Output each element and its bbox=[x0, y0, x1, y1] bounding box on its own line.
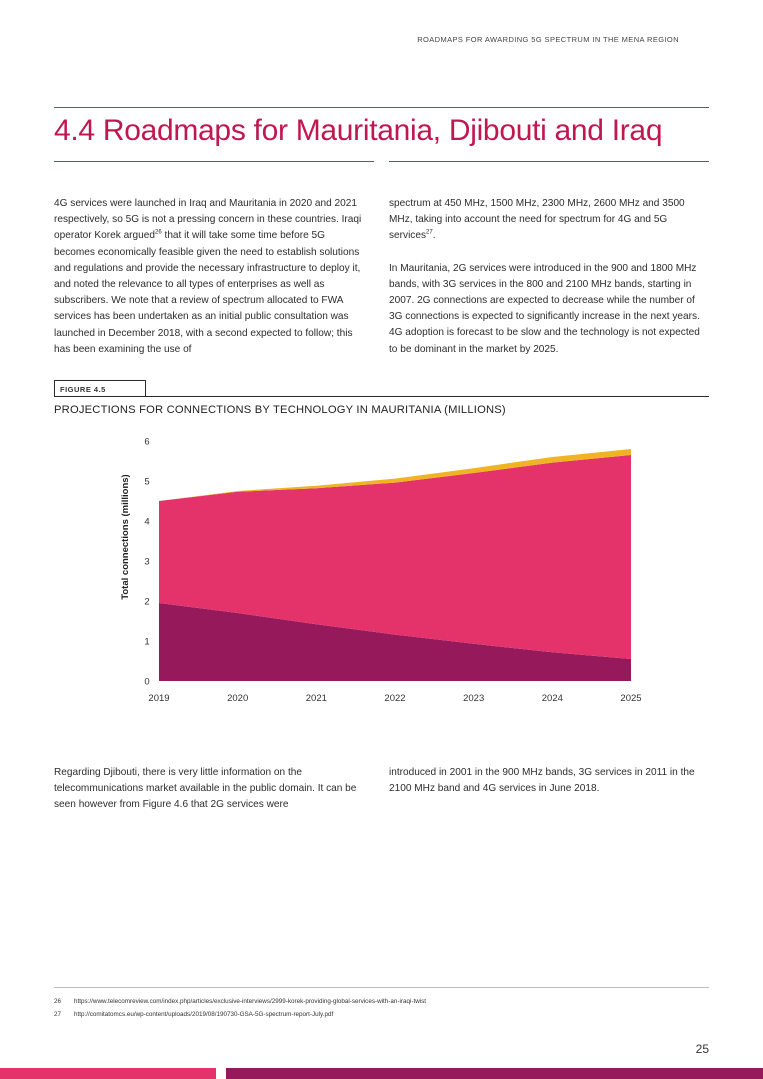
right-paragraph-1-end: . bbox=[432, 230, 436, 242]
y-tick-label: 0 bbox=[144, 676, 150, 688]
footer-bar-pink bbox=[0, 1068, 216, 1079]
section-title: 4.4 Roadmaps for Mauritania, Djibouti and Iraq bbox=[54, 114, 663, 147]
footnote-url: http://comitatomcs.eu/wp-content/uploads/2019/08/190730-GSA-5G-spectrum-report-July.pdf bbox=[74, 1011, 334, 1018]
figure-title: PROJECTIONS FOR CONNECTIONS BY TECHNOLOGY IN MAURITANIA (MILLIONS) bbox=[54, 404, 506, 416]
chart-areas bbox=[159, 449, 631, 681]
djibouti-paragraph-2: introduced in 2001 in the 900 MHz bands, 3G services in 2011 in the 2100 MHz band and 4G services in June 2018. bbox=[389, 767, 695, 795]
y-tick-label: 3 bbox=[144, 556, 150, 568]
y-tick-label: 6 bbox=[144, 436, 150, 448]
x-axis-ticks bbox=[148, 693, 641, 704]
y-tick-label: 2 bbox=[144, 596, 150, 608]
right-paragraph-2: In Mauritania, 2G services were introduced in the 900 and 1800 MHz bands, with 3G services in the 800 and 2100 MHz bands, starting in 2007. 2G connections are expected to decrease while the number of 3G connections is expected to significantly increase in the next years. 4G adoption is forecast to be slow and the technology is not expected to be dominant in the market by 2025. bbox=[389, 262, 700, 355]
footnote-number: 27 bbox=[54, 1011, 62, 1018]
djibouti-paragraph-1: Regarding Djibouti, there is very little information on the telecommunications market available in the public domain. It can be seen however from Figure 4.6 that 2G services were bbox=[54, 767, 357, 811]
footnote-27 bbox=[54, 1008, 426, 1021]
x-tick-label: 2020 bbox=[227, 693, 249, 704]
y-tick-label: 1 bbox=[144, 636, 150, 648]
figure-tag: FIGURE 4.5 bbox=[54, 380, 146, 397]
page-number: 25 bbox=[695, 1042, 709, 1056]
right-paragraph-1-text: spectrum at 450 MHz, 1500 MHz, 2300 MHz, 2600 MHz and 3500 MHz, taking into account the need for spectrum for 4G and 5G services bbox=[389, 198, 685, 242]
x-tick-label: 2025 bbox=[620, 693, 642, 704]
lower-right-text bbox=[389, 765, 711, 797]
footer-bar-purple bbox=[226, 1068, 763, 1079]
footnote-ref-27: 27 bbox=[426, 230, 433, 237]
y-axis-title: Total connections (millions) bbox=[120, 474, 131, 600]
x-tick-label: 2019 bbox=[148, 693, 170, 704]
footnote-26 bbox=[54, 995, 426, 1008]
footnote-number: 26 bbox=[54, 998, 62, 1005]
footnote-ref-26: 26 bbox=[155, 230, 162, 237]
running-header: ROADMAPS FOR AWARDING 5G SPECTRUM IN THE MENA REGION bbox=[417, 35, 679, 44]
x-tick-label: 2022 bbox=[384, 693, 406, 704]
footnote-url: https://www.telecomreview.com/index.php/articles/exclusive-interviews/2999-korek-providing-global-services-with-an-iraqi-twist bbox=[74, 998, 427, 1005]
footnote-rule bbox=[54, 987, 709, 988]
y-tick-label: 4 bbox=[144, 516, 150, 528]
left-paragraph-part2: that it will take some time before 5G becomes economically feasible given the need to establish solutions and regulations and provide the necessary infrastructure to deploy it, and noted the relevance to all types of enterprises as well as subscribers. We note that a review of spectrum allocated to FWA services has been undertaken as an initial public consultation was launched in December 2018, with a second expected to follow; this has been examining the use of bbox=[54, 230, 361, 355]
y-tick-label: 5 bbox=[144, 476, 150, 488]
y-axis-ticks bbox=[144, 437, 149, 688]
footnotes bbox=[54, 995, 426, 1021]
x-tick-label: 2021 bbox=[305, 693, 327, 704]
x-tick-label: 2023 bbox=[463, 693, 485, 704]
x-tick-label: 2024 bbox=[541, 693, 563, 704]
left-paragraph-part1: 4G services were launched in Iraq and Mauritania in 2020 and 2021 respectively, so 5G is not a pressing concern in these countries. Iraqi operator Korek argued bbox=[54, 198, 362, 242]
lower-left-text bbox=[54, 765, 368, 814]
